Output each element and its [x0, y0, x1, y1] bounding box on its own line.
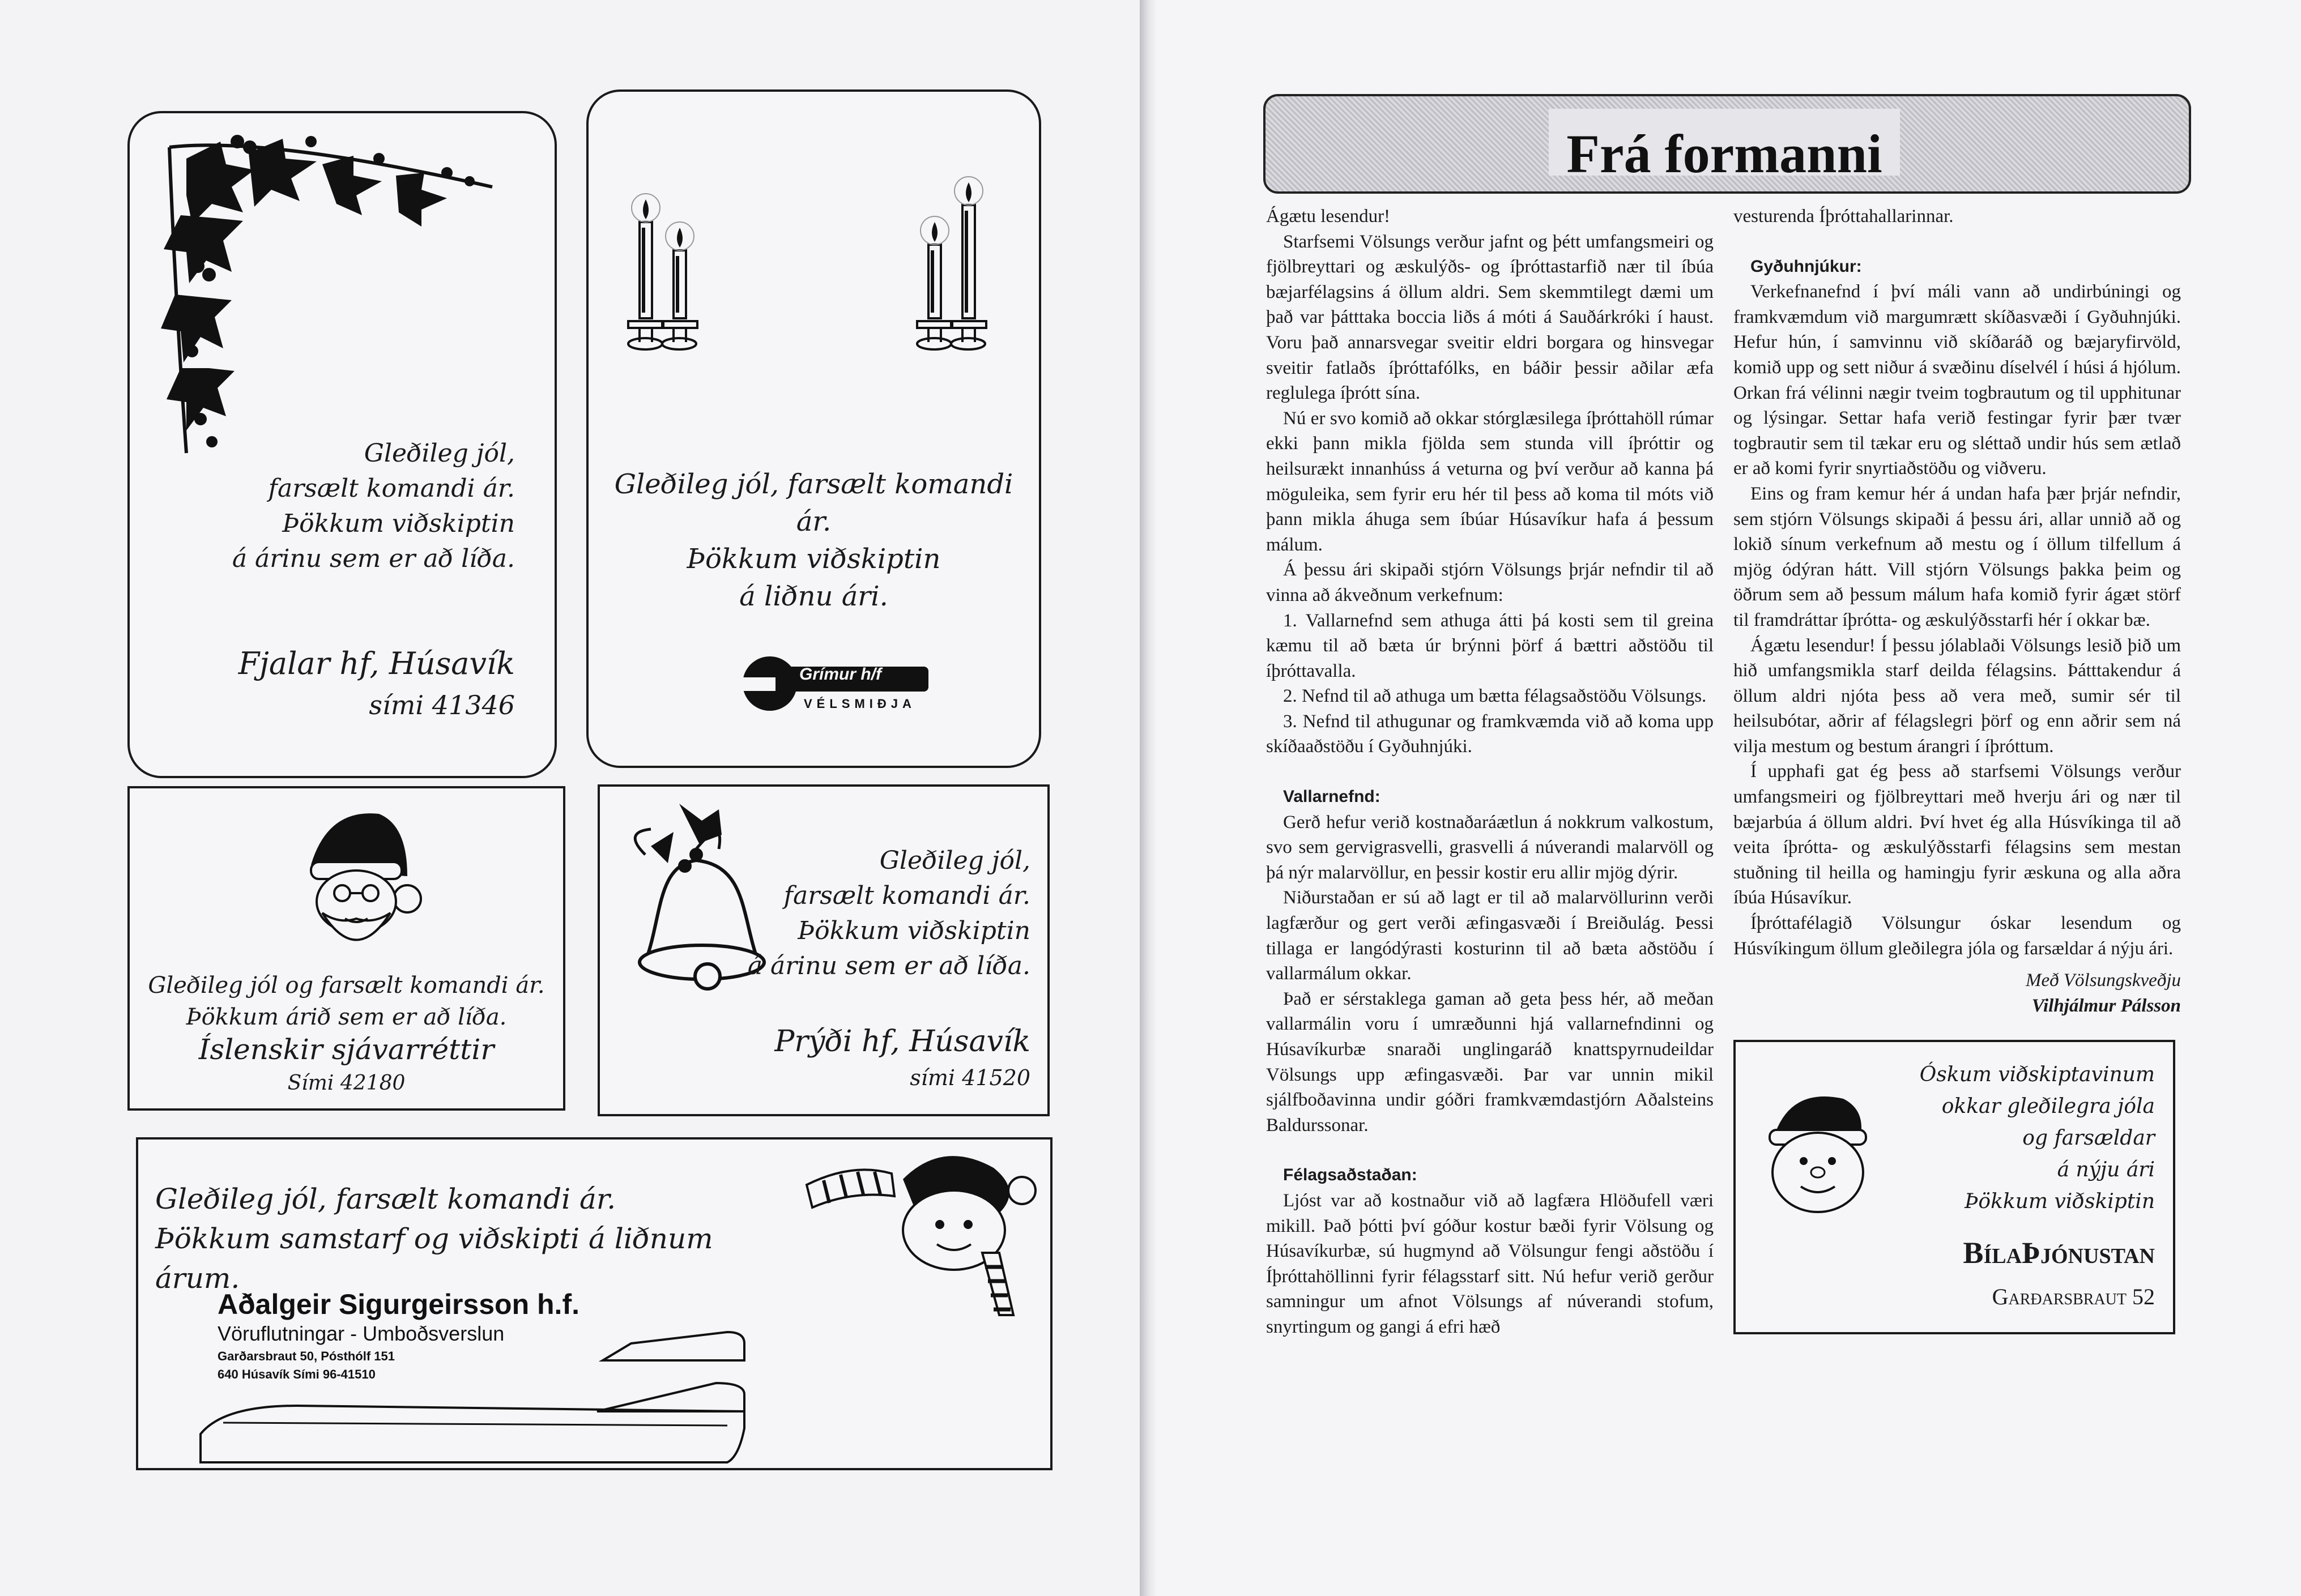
ad-grimur-greeting	[600, 466, 1028, 615]
ad-prydi-greeting	[747, 843, 1030, 984]
article-paragraph: Ljóst var að kostnaður við að lagfæra Hlöðufell væri mikill. Það þótti því góður kostur bæði fyrir Völsung og Húsavíkurbæ, sú hugmynd að Völsungur fengi aðstöðu í Íþróttahöllinni fyrir félagsstarf sitt. Nú hefur verið gerður samningur um afnot Völsungs af núverandi stofum, snyrtingum og gangi á efri hæð	[1266, 1190, 1714, 1337]
article-paragraph: Gerð hefur verið kostnaðaráætlun á nokkrum valkostum, svo sem gervigrasvelli, grasvelli á núverandi malarvöll og þá nýr malarvöllur, en þessir kostir eru allir mjög dýrir.	[1266, 812, 1714, 883]
candle-icon	[911, 182, 1002, 352]
ad-islenskir-phone: Sími 42180	[287, 1072, 406, 1095]
article-paragraph: Ágætu lesendur!	[1266, 206, 1391, 227]
ad-grimur-logo-name: Grímur h/f	[799, 665, 882, 684]
article-paragraph: Verkefnanefnd í því máli vann að undirbúningi og framkvæmdum við margumrætt skíðasvæði í Gyðuhnjúki. Hefur hún, í samvinnu við skíðaráð og bæjaryfirvöld, komið upp og sett niður á svæðinu díselvél í húsi á hjólum. Orkan frá vélinni nægir tveim togbrautum og til upphitunar og lýsingar. Settar hafa verið festingar fyrir þær tvær togbrautir sem til tækar eru og sléttað undir hús sem ætlað er að komi fyrir snyrtiaðstöðu og viðveru.	[1733, 281, 2181, 479]
ad-fjalar	[127, 111, 557, 778]
ad-islenskir-greeting	[135, 970, 557, 1033]
ad-bilathjonustan-greeting	[1877, 1059, 2155, 1218]
greeting-line: Þökkum viðskiptin	[282, 509, 515, 538]
greeting-line: á liðnu ári.	[739, 581, 888, 612]
candle-icon	[623, 188, 713, 352]
ad-grimur-logo-sub: VÉLSMIÐJA	[804, 697, 916, 711]
article-paragraph: Á þessu ári skipaði stjórn Völsungs þrjár nefndir til að vinna að ákveðnum verkefnum:	[1266, 560, 1714, 605]
greeting-line: á nýju ári	[2057, 1158, 2155, 1182]
article-paragraph: Ágætu lesendur! Í þessu jólablaði Völsungs lesið þið um hið umfangsmikla starf deilda félagsins. Þátttakendur á öllum aldri njóta þess að vera með, sumir sér til heilsubótar, aðrir af félagslegri þörf og enn aðrir sem ná vilja mestum og bestum árangri í íþróttum.	[1733, 635, 2181, 757]
greeting-line: Þökkum viðskiptin	[798, 916, 1030, 945]
greeting-line: okkar gleðilegra jóla	[1941, 1095, 2155, 1119]
ad-prydi-company: Prýði hf, Húsavík	[774, 1025, 1030, 1059]
article-paragraph: Niðurstaðan er sú að lagt er til að malarvöllurinn verði lagfærður og gert verði æfingasvæði í Breiðulág. Þessi tillaga er langódýrasti kosturinn til að bæta aðstöðu í vallarmálum okkar.	[1266, 887, 1714, 984]
article-column-right	[1733, 204, 2181, 1334]
greeting-line: Þökkum árið sem er að líða.	[186, 1004, 507, 1030]
article-title: Frá formanni	[1566, 123, 1882, 184]
ad-grimur	[586, 89, 1041, 768]
greeting-line: Gleðileg jól, farsælt komandi ár.	[614, 468, 1013, 537]
page-gutter	[1140, 0, 1156, 1596]
santa-icon	[1753, 1087, 1877, 1223]
article-paragraph: Það er sérstaklega gaman að geta þess hér, að meðan vallarmálin voru í umræðunni hjá vallarnefndinni og Húsavíkurbæ snaraði unglingaráð knattspyrnudeildar Völsungs upp æfingasvæði. Þar var unnin mikil sjálfboðavinna undir góðri framkvæmdastjórn Aðalsteins Baldurssonar.	[1266, 988, 1714, 1136]
article-column-left	[1266, 204, 1714, 1340]
ad-adalgeir-address: Garðarsbraut 50, Pósthólf 151	[218, 1349, 395, 1363]
left-page	[0, 0, 1140, 1596]
article-paragraph: Eins og fram kemur hér á undan hafa þær þrjár nefndir, sem stjórn Völsungs skipaði á þessu ári, allar unnið að og lokið sínum verkefnum að mestu og í öllum tilfellum á mjög ódýran hátt. Vill stjórn Völsungs þakka þeim og öðrum sem að þessum málum hafa komið fyrir ágæt störf til framdráttar íþrótta- og æskulýðsstarfi hér í okkar bæ.	[1733, 483, 2181, 630]
greeting-line: Gleðileg jól,	[879, 846, 1030, 875]
article-paragraph: 2. Nefnd til að athuga um bætta félagsaðstöðu Völsungs.	[1283, 686, 1707, 707]
greeting-line: Þökkum samstarf og viðskipti á liðnum árum.	[155, 1222, 713, 1295]
paragraph-spacer	[1266, 1138, 1714, 1151]
ad-adalgeir	[136, 1137, 1053, 1470]
article-paragraph: Nú er svo komið að okkar stórglæsilega íþróttahöll rúmar ekki þann mikla fjölda sem stunda vill íþróttir og heilsurækt innanhúss á veturna og því verður að kanna þá möguleika, sem fyrir eru hér til þess að koma til móts við þann mikla áhuga sem íbúar Húsavíkur hafa á þessum málum.	[1266, 408, 1714, 555]
ad-prydi-phone: sími 41520	[910, 1065, 1030, 1090]
article-paragraph: Í upphafi gat ég þess að starfsemi Völsungs verður umfangsmeiri og fjölbreyttari með hverju ári og nær til bæjarbúa á öllum aldri. Því hvet ég alla Húsvíkinga til að veita íþrótta- og æskulýðsstarfi félagsins sem mestan stuðning til heilla og hamingju fyrir æskuna og alla aðra íbúa Húsavíkur.	[1733, 761, 2181, 908]
article-signoff: Með Völsungskveðju	[2025, 970, 2181, 991]
ad-fjalar-phone: sími 41346	[369, 690, 515, 720]
article-paragraph: 1. Vallarnefnd sem athuga átti þá kosti sem til greina kæmu til að bæta úr brýnni þörf á bættri aðstöðu til íþróttavalla.	[1266, 610, 1714, 681]
section-heading: Gyðuhnjúkur:	[1750, 257, 1862, 276]
ad-fjalar-greeting	[232, 436, 515, 577]
title-banner-inner	[1549, 109, 1900, 184]
ad-islenskir	[127, 786, 565, 1111]
greeting-line: Gleðileg jól,	[364, 439, 515, 468]
ad-bilathjonustan-address: Garðarsbraut 52	[1992, 1284, 2155, 1310]
greeting-line: farsælt komandi ár.	[268, 474, 515, 503]
greeting-line: farsælt komandi ár.	[783, 881, 1030, 910]
truck-stripes-icon	[184, 1292, 1011, 1468]
section-heading: Vallarnefnd:	[1283, 787, 1380, 806]
article-paragraph: 3. Nefnd til athugunar og framkvæmda við að koma upp skíðaaðstöðu í Gyðuhnjúki.	[1266, 711, 1714, 757]
ad-adalgeir-greeting	[155, 1179, 778, 1298]
article-paragraph: Íþróttafélagið Völsungur óskar lesendum og Húsvíkingum öllum gleðilegra jóla og farsældar á nýju ári.	[1733, 913, 2181, 959]
greeting-line: Þökkum viðskiptin	[687, 543, 941, 575]
greeting-line: Gleðileg jól og farsælt komandi ár.	[148, 972, 545, 998]
article-paragraph: vesturenda Íþróttahallarinnar.	[1733, 206, 1954, 227]
ad-adalgeir-company: Aðalgeir Sigurgeirsson h.f.	[218, 1288, 579, 1320]
article-author: Vilhjálmur Pálsson	[2031, 995, 2181, 1016]
greeting-line: og farsældar	[2022, 1126, 2155, 1150]
greeting-line: Gleðileg jól, farsælt komandi ár.	[155, 1183, 616, 1215]
ad-adalgeir-tagline: Vöruflutningar - Umboðsverslun	[218, 1322, 505, 1345]
article-column-right-body	[1733, 204, 2181, 961]
paragraph-spacer	[1733, 229, 2181, 243]
greeting-line: Þökkum viðskiptin	[1965, 1190, 2155, 1214]
paragraph-spacer	[1266, 759, 1714, 773]
section-heading: Félagsaðstaðan:	[1283, 1166, 1417, 1185]
ad-fjalar-company: Fjalar hf, Húsavík	[238, 646, 515, 681]
santa-icon	[294, 803, 419, 955]
ad-bilathjonustan-company: BílaÞjónustan	[1963, 1236, 2155, 1270]
ad-bilathjonustan	[1733, 1040, 2175, 1334]
title-banner	[1263, 94, 2191, 194]
right-page	[1156, 0, 2301, 1596]
greeting-line: á árinu sem er að líða.	[232, 544, 515, 573]
holly-icon	[152, 125, 504, 464]
ad-islenskir-company: Íslenskir sjávarréttir	[198, 1033, 495, 1066]
article-paragraph: Starfsemi Völsungs verður jafnt og þétt umfangsmeiri og fjölbreyttari og æskulýðs- og íþróttastarfið nær til íbúa bæjarfélagsins á öllum aldri. Sem skemmtilegt dæmi um það var þátttaka boccia liðs á móti á Sauðárkróki í haust. Voru það annarsvegar sveitir eldri borgara og hinsvegar sveitir fatlaðs íþróttafólks, en báðir þessir aðilar æfa reglulega íþrótt sína.	[1266, 231, 1714, 404]
greeting-line: á árinu sem er að líða.	[747, 951, 1030, 980]
ad-adalgeir-city: 640 Húsavík Sími 96-41510	[218, 1367, 376, 1381]
ad-prydi	[598, 784, 1050, 1116]
greeting-line: Óskum viðskiptavinum	[1919, 1063, 2155, 1087]
